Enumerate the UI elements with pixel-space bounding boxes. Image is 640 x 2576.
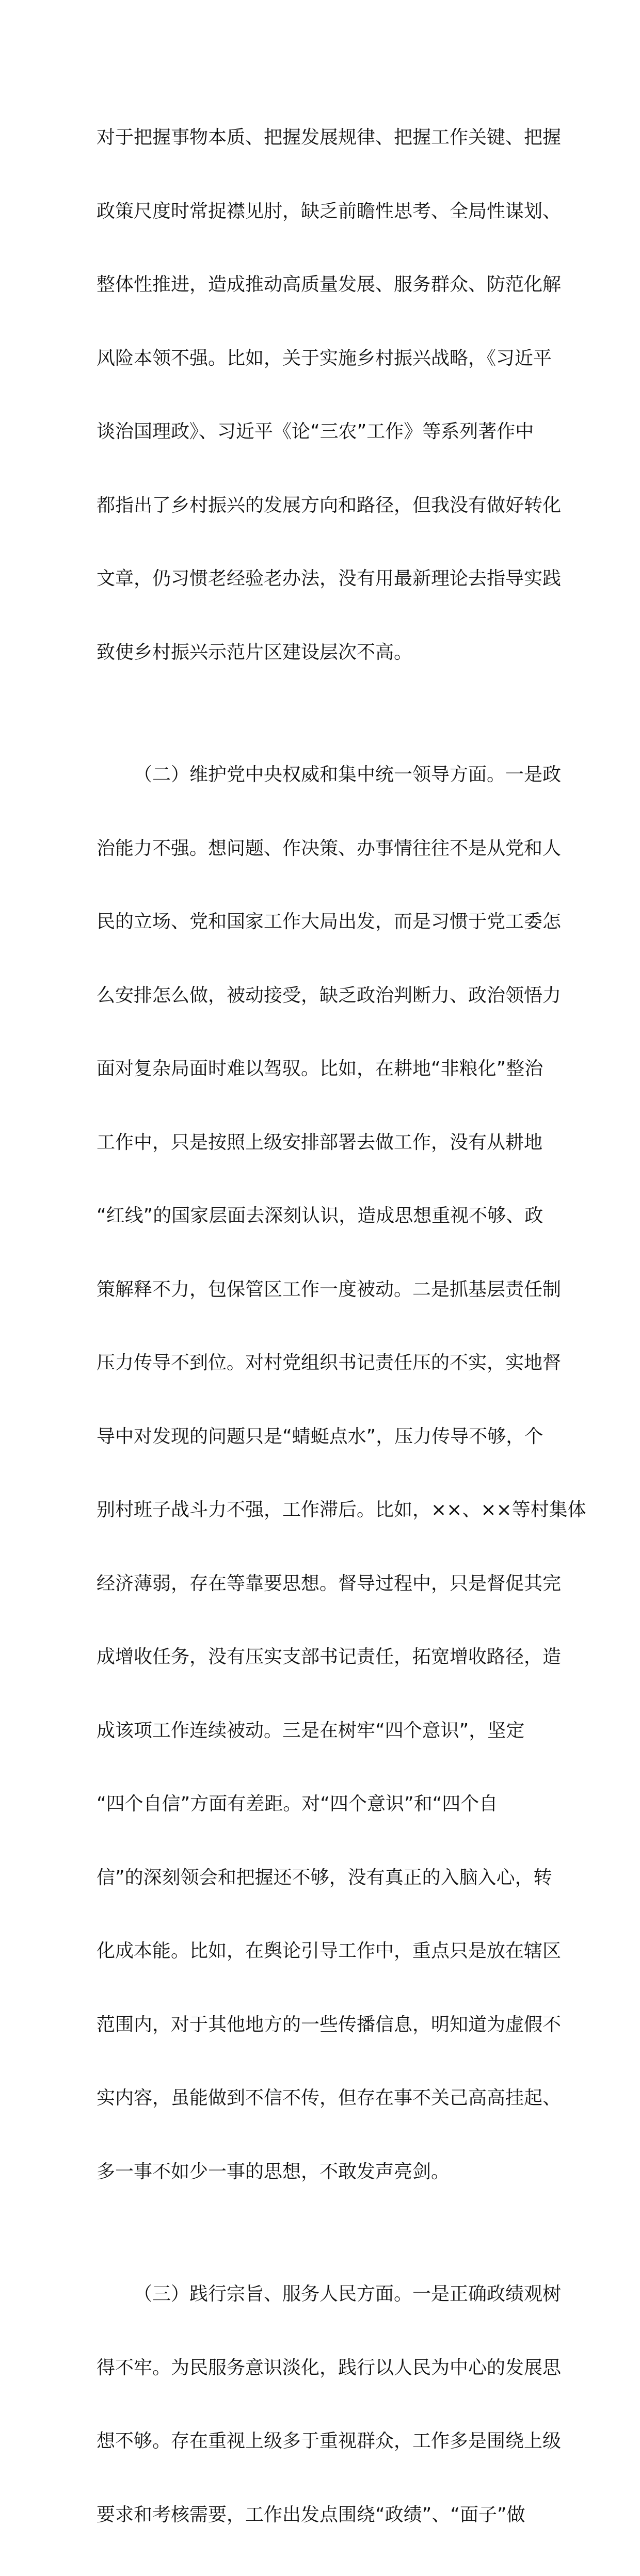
text-line: 工作中，只是按照上级安排部署去做工作，没有从耕地: [97, 1131, 543, 1153]
text-line: 风险本领不强。比如，关于实施乡村振兴战略，《习近平: [97, 347, 552, 369]
text-line: “四个自信”方面有差距。对“四个意识”和“四个自: [97, 1793, 498, 1814]
text-line: 面对复杂局面时难以驾驭。比如，在耕地“非粮化”整治: [97, 1058, 543, 1079]
text-line: 策解释不力，包保管区工作一度被动。二是抓基层责任制: [97, 1278, 562, 1300]
text-line: 文章，仍习惯老经验老办法，没有用最新理论去指导实践: [97, 568, 562, 589]
section-heading-line: （二）维护党中央权威和集中统一领导方面。一是政: [134, 764, 562, 785]
text-line: 化成本能。比如，在舆论引导工作中，重点只是放在辖区: [97, 1940, 562, 1962]
text-line: 么安排怎么做，被动接受，缺乏政治判断力、政治领悟力: [97, 984, 562, 1006]
text-line: 想不够。存在重视上级多于重视群众，工作多是围绕上级: [97, 2431, 562, 2452]
text-line: 政策尺度时常捉襟见肘，缺乏前瞻性思考、全局性谋划、: [97, 200, 562, 222]
text-line: 得不牢。为民服务意识淡化，践行以人民为中心的发展思: [97, 2357, 562, 2378]
text-line: 导中对发现的问题只是“蜻蜓点水”，压力传导不够，个: [97, 1425, 543, 1447]
paragraph-continuation: [97, 76, 562, 714]
document-body: [97, 76, 586, 2576]
text-line: 成该项工作连续被动。三是在树牢“四个意识”，坚定: [97, 1720, 525, 1741]
text-line: 实内容，虽能做到不信不传，但存在事不关己高高挂起、: [97, 2087, 562, 2109]
text-line: 要求和考核需要，工作出发点围绕“政绩”、“面子”做: [97, 2504, 525, 2525]
text-line: 信”的深刻领会和把握还不够，没有真正的入脑入心，转: [97, 1867, 552, 1888]
text-line: 别村班子战斗力不强，工作滞后。比如，××、××等村集体: [97, 1499, 586, 1520]
text-line: 压力传导不到位。对村党组织书记责任压的不实，实地督: [97, 1352, 562, 1373]
text-line: 对于把握事物本质、把握发展规律、把握工作关键、把握: [97, 127, 562, 148]
paragraph-section-two: [97, 714, 586, 2233]
text-line: 都指出了乡村振兴的发展方向和路径，但我没有做好转化: [97, 494, 562, 516]
text-line: 整体性推进，造成推动高质量发展、服务群众、防范化解: [97, 274, 562, 295]
text-line: 谈治国理政》、习近平《论“三农”工作》等系列著作中: [97, 421, 534, 442]
text-line: 致使乡村振兴示范片区建设层次不高。: [97, 641, 413, 663]
text-line: 多一事不如少一事的思想，不敢发声亮剑。: [97, 2161, 450, 2182]
text-line: 民的立场、党和国家工作大局出发，而是习惯于党工委怎: [97, 911, 562, 932]
text-line: 经济薄弱，存在等靠要思想。督导过程中，只是督促其完: [97, 1573, 562, 1594]
section-heading-line: （三）践行宗旨、服务人民方面。一是正确政绩观树: [134, 2283, 562, 2305]
text-line: 治能力不强。想问题、作决策、办事情往往不是从党和人: [97, 837, 562, 859]
paragraph-section-three: [97, 2233, 562, 2576]
text-line: 范围内，对于其他地方的一些传播信息，明知道为虚假不: [97, 2014, 562, 2035]
text-line: 成增收任务，没有压实支部书记责任，拓宽增收路径，造: [97, 1646, 562, 1667]
text-line: “红线”的国家层面去深刻认识，造成思想重视不够、政: [97, 1205, 543, 1226]
